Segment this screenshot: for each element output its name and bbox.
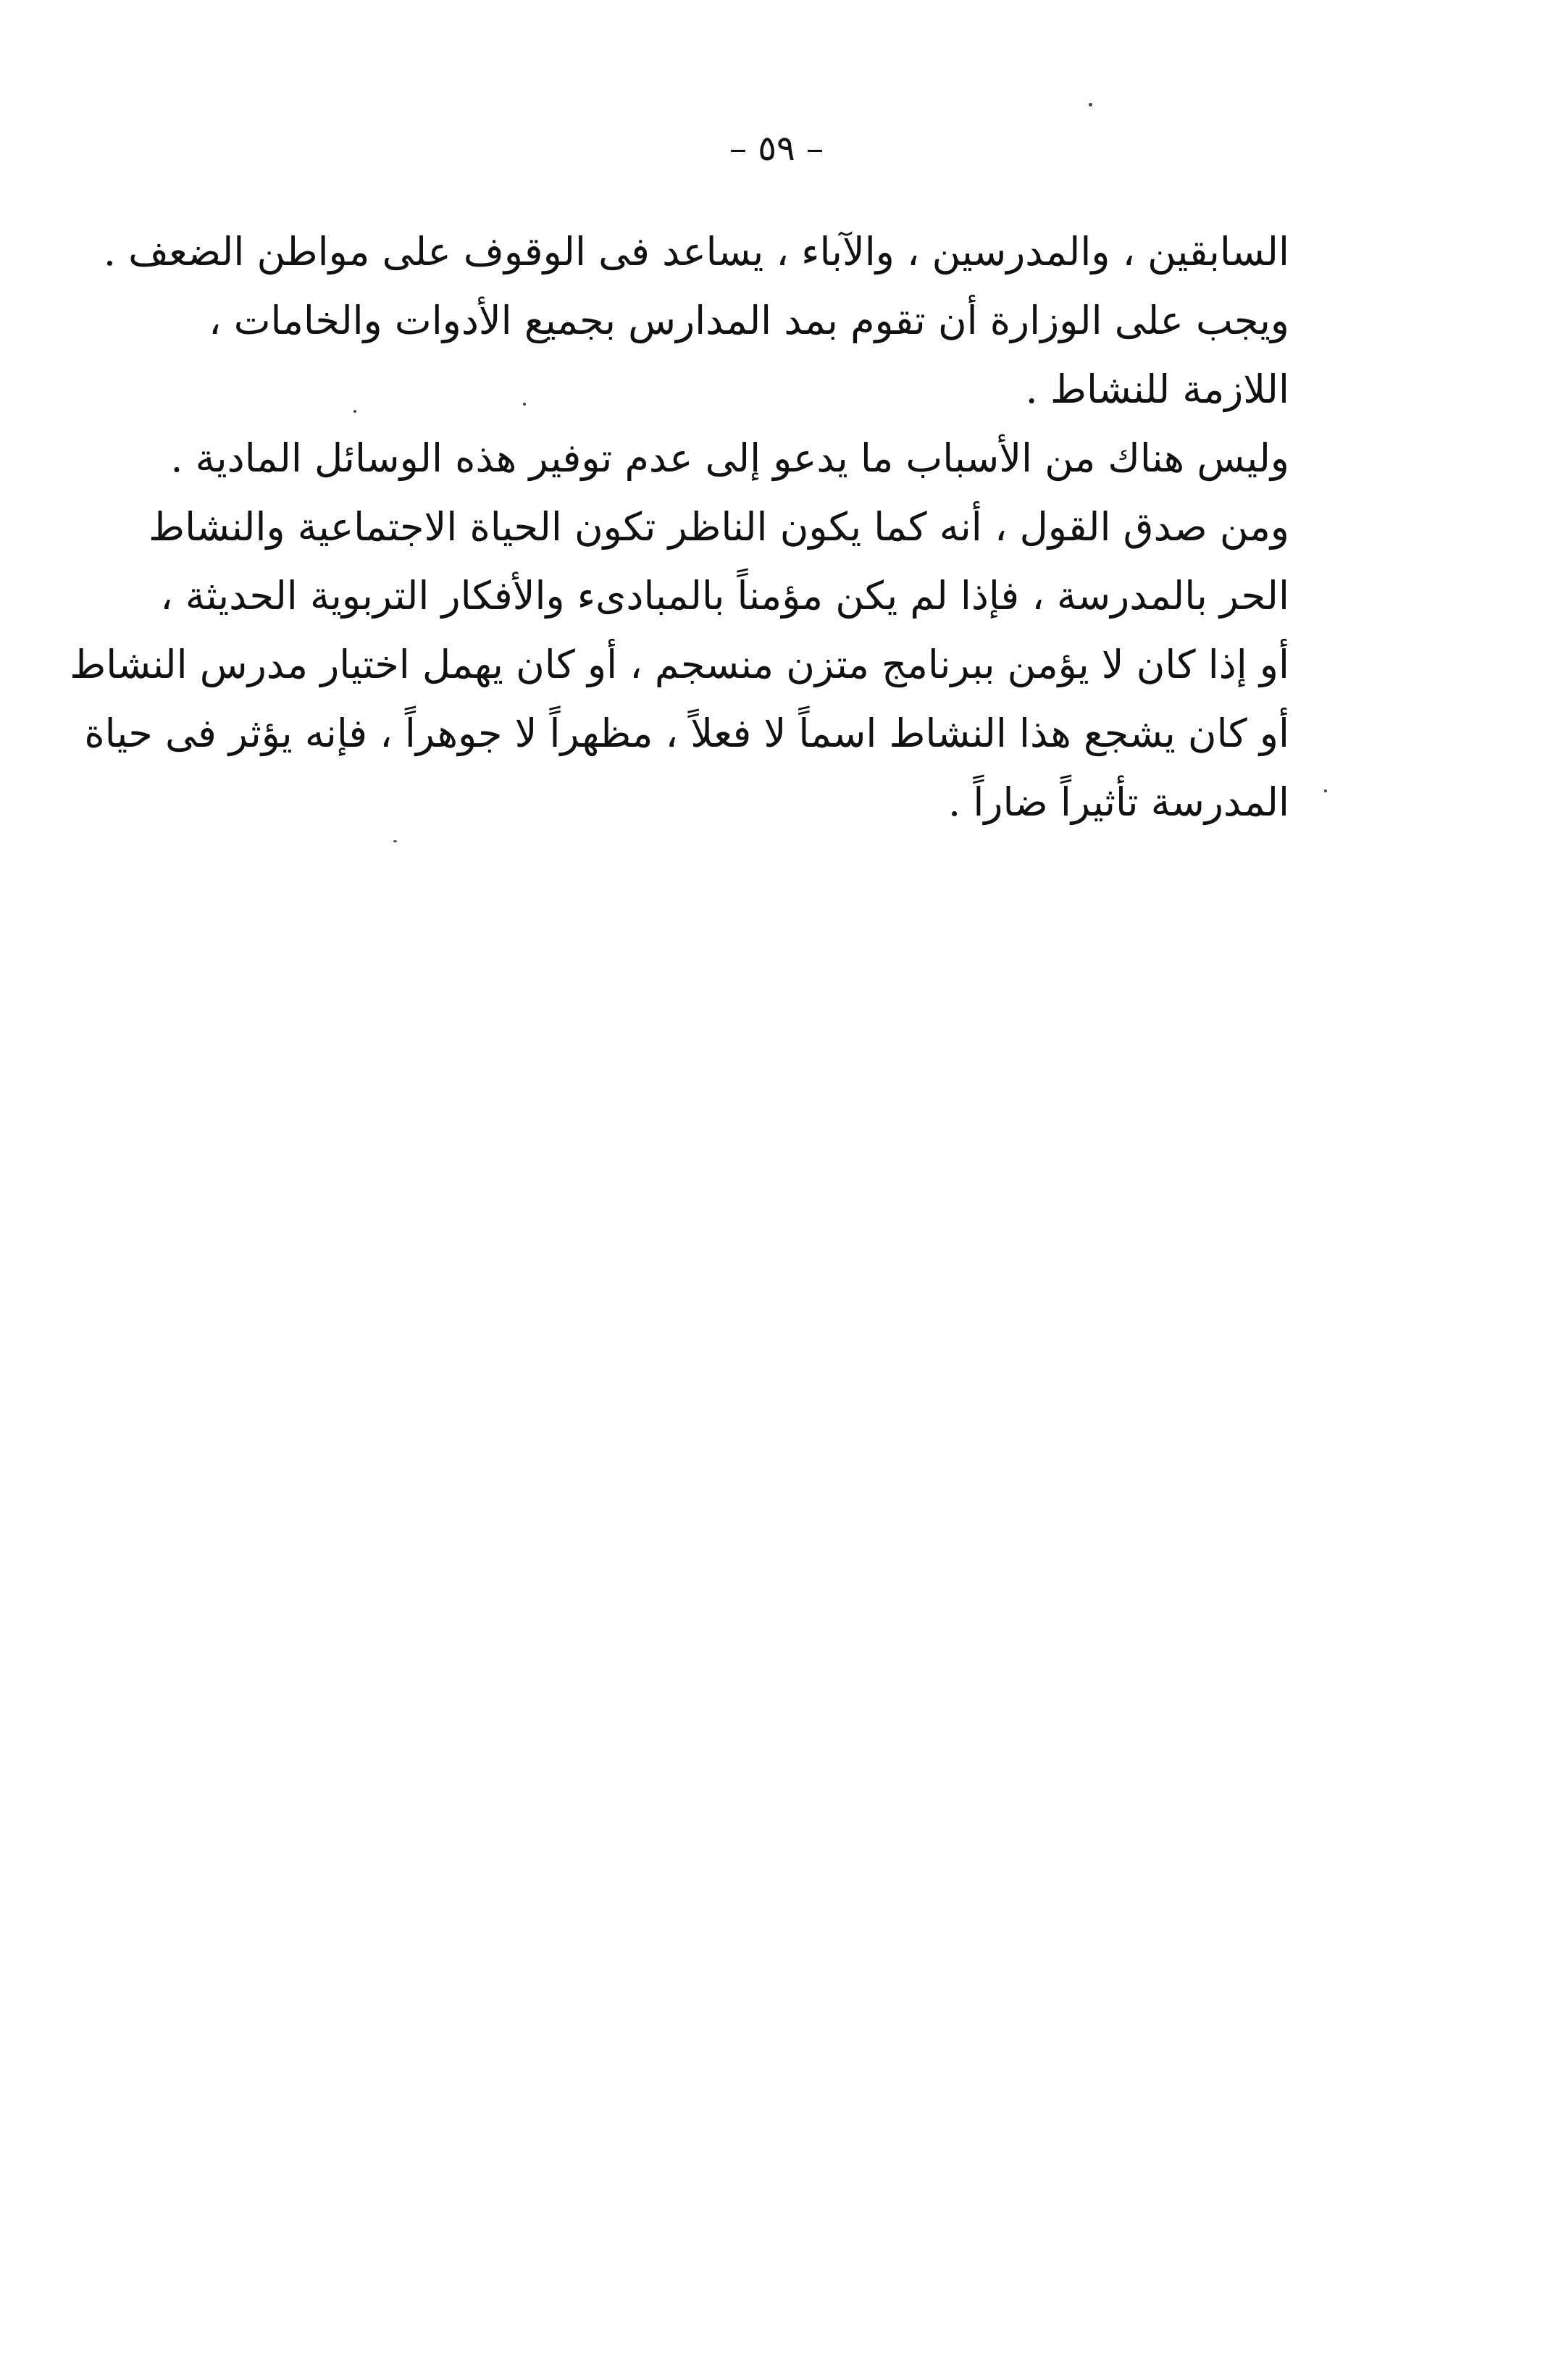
scan-speck: [523, 403, 526, 406]
text-line: اللازمة للنشاط .: [1025, 366, 1289, 412]
body-text: [70, 217, 1289, 837]
text-line: السابقين ، والمدرسين ، والآباء ، يساعد فى الوقوف على مواطن الضعف .: [103, 229, 1289, 275]
scan-speck: [1089, 103, 1092, 106]
text-line: ويجب على الوزارة أن تقوم بمد المدارس بجميع الأدوات والخامات ،: [209, 298, 1289, 343]
text-line: أو كان يشجع هذا النشاط اسماً لا فعلاً ، مظهراً لا جوهراً ، فإنه يؤثر فى حياة: [84, 711, 1289, 756]
text-line: الحر بالمدرسة ، فإذا لم يكن مؤمناً بالمبادىء والأفكار التربوية الحديثة ،: [160, 573, 1289, 619]
text-line: وليس هناك من الأسباب ما يدعو إلى عدم توفير هذه الوسائل المادية .: [170, 435, 1289, 481]
text-line: ومن صدق القول ، أنه كما يكون الناظر تكون الحياة الاجتماعية والنشاط: [148, 504, 1289, 550]
scan-speck: [1324, 789, 1327, 792]
page-number: – ٥٩ –: [729, 128, 824, 169]
scan-speck: [353, 410, 356, 413]
scan-speck: [393, 840, 397, 842]
text-line: المدرسة تأثيراً ضاراً .: [948, 779, 1289, 825]
text-line: أو إذا كان لا يؤمن ببرنامج متزن منسجم ، أو كان يهمل اختيار مدرس النشاط: [70, 642, 1289, 687]
